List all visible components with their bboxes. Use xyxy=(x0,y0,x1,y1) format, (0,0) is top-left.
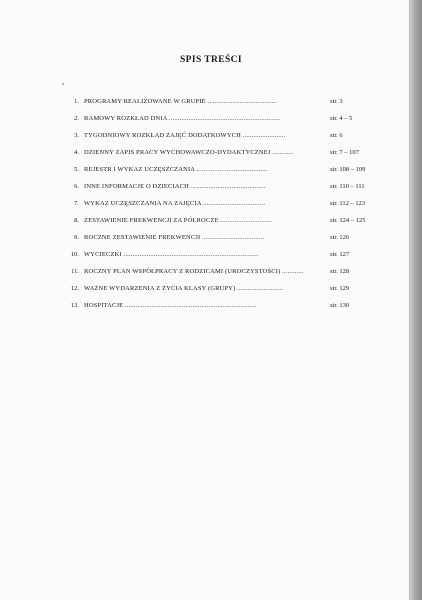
toc-entry-label: WYKAZ UCZĘSZCZANIA NA ZAJĘCIA ................................... xyxy=(84,200,266,207)
toc-entry-number: 3. xyxy=(74,132,79,139)
toc-entry-number: 4. xyxy=(74,149,79,156)
toc-entry-number: 12. xyxy=(70,285,79,292)
toc-entry xyxy=(0,232,422,243)
toc-entry-page: str. 128 xyxy=(330,268,350,275)
toc-entry-page: str. 110 – 111 xyxy=(330,183,365,190)
toc-entry-label: REJESTR I WYKAZ UCZĘSZCZANIA ........................................ xyxy=(84,166,268,173)
toc-entry-label: ROCZNE ZESTAWIENIE FREKWENCJI ................................... xyxy=(84,234,265,241)
toc-entry xyxy=(0,181,422,192)
toc-entry-number: 2. xyxy=(74,115,79,122)
toc-entry xyxy=(0,249,422,260)
toc-entry-label: PROGRAMY REALIZOWANE W GRUPIE ....................................... xyxy=(84,98,277,105)
toc-entry xyxy=(0,130,422,141)
toc-entry xyxy=(0,164,422,175)
toc-entry-page: str. 6 xyxy=(330,132,343,139)
page-title: SPIS TREŚCI xyxy=(179,55,243,65)
paper-speck xyxy=(62,83,64,85)
toc-entry-label: TYGODNIOWY ROZKŁAD ZAJĘĆ DODATKOWYCH ........................ xyxy=(84,132,286,139)
toc-entry-number: 1. xyxy=(74,98,79,105)
toc-entry xyxy=(0,266,422,277)
toc-entry-number: 10. xyxy=(70,251,79,258)
toc-entry-label: DZIENNY ZAPIS PRACY WYCHOWAWCZO-DYDAKTYCZNEJ ............ xyxy=(84,149,294,156)
toc-entry-number: 13. xyxy=(70,302,79,309)
toc-entry-label: WAŻNE WYDARZENIA Z ŻYCIA KLASY (GRUPY) .......................... xyxy=(84,285,284,292)
toc-entry-number: 7. xyxy=(74,200,79,207)
toc-entry-number: 5. xyxy=(74,166,79,173)
toc-entry-label: INNE INFORMACJE O DZIECIACH .......................................... xyxy=(84,183,266,190)
toc-entry-label: ROCZNY PLAN WSPÓŁPRACY Z RODZICAMI (UROCZYSTOŚCI) ............ xyxy=(84,268,304,275)
toc-entry-label: HOSPITACJE .......................................................................... xyxy=(84,302,257,309)
toc-entry-number: 9. xyxy=(74,234,79,241)
toc-entry-page: str. 4 – 5 xyxy=(330,115,353,122)
page-edge-shadow xyxy=(410,0,422,600)
toc-entry xyxy=(0,300,422,311)
toc-entry xyxy=(0,198,422,209)
toc-entry-number: 8. xyxy=(74,217,79,224)
toc-entry-label: WYCIECZKI ............................................................................ xyxy=(84,251,259,258)
toc-entry-page: str. 112 – 123 xyxy=(330,200,366,207)
toc-entry-page: str. 126 xyxy=(330,234,350,241)
toc-entry-number: 11. xyxy=(71,268,79,275)
toc-entry-page: str. 130 xyxy=(330,302,350,309)
toc-entry-page: str. 127 xyxy=(330,251,350,258)
toc-entry xyxy=(0,96,422,107)
toc-entry xyxy=(0,283,422,294)
toc-entry-label: RAMOWY ROZKŁAD DNIA ............................................................... xyxy=(84,115,281,122)
toc-entry xyxy=(0,147,422,158)
toc-entry-page: str. 3 xyxy=(330,98,343,105)
toc-entry xyxy=(0,215,422,226)
toc-entry-page: str. 124 – 125 xyxy=(330,217,366,224)
toc-entry-number: 6. xyxy=(74,183,79,190)
toc-entry-label: ZESTAWIENIE FREKWENCJI ZA PÓŁROCZE ............................. xyxy=(84,217,272,224)
toc-entry-page: str. 129 xyxy=(330,285,350,292)
toc-entry-page: str. 108 – 109 xyxy=(330,166,366,173)
toc-entry-page: str. 7 – 107 xyxy=(330,149,359,156)
toc-entry xyxy=(0,113,422,124)
